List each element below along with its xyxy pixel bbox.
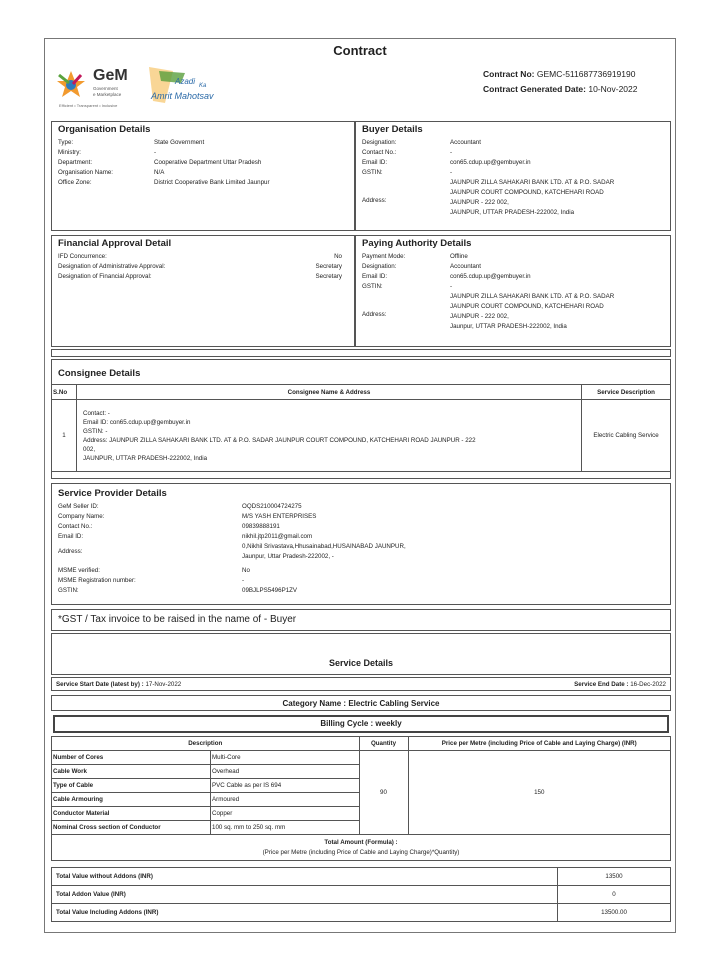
paying-rows (362, 252, 666, 344)
spec-value: Overhead (211, 765, 360, 779)
gem-logo-sub2: e Marketplace (93, 92, 122, 97)
buyer-address-line: JAUNPUR, UTTAR PRADESH-222002, India (450, 209, 575, 216)
buyer-row-value: - (450, 169, 453, 176)
service-header-row (52, 737, 671, 751)
org-row-value: Cooperative Department Uttar Pradesh (154, 159, 262, 166)
spec-row (52, 751, 671, 765)
pay-address-line: JAUNPUR - 222 002, (450, 313, 509, 320)
contract-info (483, 67, 669, 97)
spec-value: 100 sq. mm to 250 sq. mm (211, 821, 360, 835)
billing-row (53, 715, 669, 733)
consignee-details-box (51, 359, 671, 479)
gst-note: *GST / Tax invoice to be raised in the name of - Buyer (58, 614, 297, 625)
organisation-details-box (51, 121, 355, 231)
prov-row: Contact No.: (58, 523, 93, 530)
buyer-row: GSTIN: (362, 169, 383, 176)
financial-rows (58, 252, 348, 292)
org-row: Type: (58, 139, 74, 146)
prov-address-line: 0,Nikhil Srivastava,Hhusainabad,HUSAINABAD JAUNPUR, (242, 543, 406, 550)
total-value: 0 (558, 886, 671, 904)
service-title: Service Details (328, 658, 394, 668)
service-table (51, 736, 671, 861)
spec-key: Type of Cable (52, 779, 211, 793)
consignee-line: Contact: - (83, 409, 110, 417)
total-formula-title: Total Amount (Formula) : (324, 838, 398, 846)
spec-key: Number of Cores (52, 751, 211, 765)
consignee-line: JAUNPUR, UTTAR PRADESH-222002, India (83, 454, 208, 462)
org-row-value: N/A (154, 169, 165, 176)
provider-title: Service Provider Details (58, 488, 167, 499)
fin-row: IFD Concurrence: (58, 253, 107, 260)
consignee-line: GSTIN: - (83, 427, 108, 435)
paying-title: Paying Authority Details (362, 238, 472, 249)
pay-address-label: Address: (362, 311, 387, 318)
org-row-value: State Government (154, 139, 205, 146)
prov-row-value: No (242, 567, 250, 574)
buyer-title: Buyer Details (362, 124, 423, 135)
org-row: Organisation Name: (58, 169, 114, 176)
consignee-header-row (52, 385, 671, 400)
prov-row: MSME Registration number: (58, 577, 136, 584)
azadi-logo-ka: Ka (199, 83, 207, 89)
org-row-value: - (154, 149, 157, 156)
consignee-row (52, 400, 671, 472)
total-row (52, 904, 671, 922)
organisation-title: Organisation Details (58, 124, 151, 135)
contract-no-label: Contract No: (483, 69, 535, 79)
fin-row: Designation of Financial Approval: (58, 273, 152, 280)
pay-row-value: - (450, 283, 453, 290)
prov-address-line: Jaunpur, Uttar Pradesh-222002, - (242, 553, 334, 560)
category-row (51, 695, 671, 711)
service-end-label: Service End Date : (574, 681, 629, 688)
gem-logo-sub1: Government (93, 86, 118, 91)
prov-row-value: 09839888191 (242, 523, 280, 530)
contract-page (44, 38, 676, 933)
buyer-address-line: JAUNPUR ZILLA SAHAKARI BANK LTD. AT & P.O. SADAR (450, 179, 615, 186)
pay-address-line: JAUNPUR COURT COMPOUND, KATCHEHARI ROAD (450, 303, 604, 310)
quantity-cell: 90 (359, 751, 408, 835)
pay-row: Payment Mode: (362, 253, 406, 260)
service-dates-row (51, 677, 671, 691)
consignee-line: Address: JAUNPUR ZILLA SAHAKARI BANK LTD. AT & P.O. SADAR JAUNPUR COURT COMPOUND, KATCHEHARI ROAD JAUNPUR - 222 (83, 436, 476, 444)
spec-key: Cable Armouring (52, 793, 211, 807)
pay-row-value: Accountant (450, 263, 481, 270)
service-provider-box (51, 483, 671, 605)
consignee-title: Consignee Details (58, 368, 141, 379)
buyer-row: Email ID: (362, 159, 388, 166)
col-quantity: Quantity (359, 737, 408, 751)
service-details-title-box (51, 633, 671, 675)
buyer-row-value: con65.cdup.up@gembuyer.in (450, 159, 531, 166)
total-value: 13500 (558, 868, 671, 886)
spec-value: Copper (211, 807, 360, 821)
total-formula-row (52, 835, 671, 861)
price-cell: 150 (408, 751, 671, 835)
consignee-service: Electric Cabling Service (582, 400, 671, 472)
prov-row: MSME verified: (58, 567, 100, 574)
prov-address-label: Address: (58, 548, 83, 555)
generated-date-label: Contract Generated Date: (483, 84, 586, 94)
col-sno: S.No (52, 385, 77, 400)
spec-value: Multi-Core (211, 751, 360, 765)
buyer-row-value: Accountant (450, 139, 481, 146)
prov-row: Email ID: (58, 533, 84, 540)
fin-row: Designation of Administrative Approval: (58, 263, 166, 270)
pay-row: Email ID: (362, 273, 388, 280)
service-start-label: Service Start Date (latest by) : (56, 681, 144, 688)
fin-row-value: Secretary (315, 263, 342, 270)
consignee-line: 002, (83, 445, 96, 453)
org-row: Ministry: (58, 149, 82, 156)
prov-row: GeM Seller ID: (58, 503, 99, 510)
service-end-date: 16-Dec-2022 (630, 681, 666, 688)
col-price: Price per Metre (including Price of Cable and Laying Charge) (INR) (408, 737, 671, 751)
prov-row-value: - (242, 577, 245, 584)
total-key: Total Addon Value (INR) (52, 886, 558, 904)
spec-key: Cable Work (52, 765, 211, 779)
service-start (56, 681, 181, 688)
col-consignee: Consignee Name & Address (77, 385, 582, 400)
pay-row: Designation: (362, 263, 397, 270)
org-row-value: District Cooperative Bank Limited Jaunpur (154, 179, 270, 186)
total-formula: (Price per Metre (including Price of Cable and Laying Charge)*Quantity) (262, 848, 460, 856)
consignee-table (51, 384, 671, 472)
buyer-row: Contact No.: (362, 149, 397, 156)
generated-date-value: 10-Nov-2022 (588, 84, 638, 94)
logo-area (53, 61, 253, 111)
financial-title: Financial Approval Detail (58, 238, 172, 249)
service-end (574, 681, 666, 688)
category-name: Category Name : Electric Cabling Service (282, 699, 440, 708)
buyer-row: Designation: (362, 139, 397, 146)
contract-no-value: GEMC-511687736919190 (536, 69, 636, 79)
gem-logo-text: GeM (93, 67, 128, 84)
org-row: Department: (58, 159, 93, 166)
separator-strip (51, 349, 671, 357)
buyer-address-label: Address: (362, 197, 387, 204)
fin-row-value: Secretary (315, 273, 342, 280)
gst-note-box (51, 609, 671, 631)
pay-row: GSTIN: (362, 283, 383, 290)
prov-row: GSTIN: (58, 587, 79, 594)
totals-table (51, 867, 671, 922)
consignee-line: Email ID: con65.cdup.up@gembuyer.in (83, 418, 191, 426)
paying-authority-box (355, 235, 671, 347)
service-start-date: 17-Nov-2022 (145, 681, 182, 688)
fin-row-value: No (334, 253, 342, 260)
spec-value: PVC Cable as per IS 694 (211, 779, 360, 793)
prov-row: Company Name: (58, 513, 105, 520)
pay-address-line: JAUNPUR ZILLA SAHAKARI BANK LTD. AT & P.O. SADAR (450, 293, 615, 300)
total-key: Total Value without Addons (INR) (52, 868, 558, 886)
financial-approval-box (51, 235, 355, 347)
spec-key: Conductor Material (52, 807, 211, 821)
consignee-sno: 1 (52, 400, 77, 472)
buyer-address-line: JAUNPUR COURT COMPOUND, KATCHEHARI ROAD (450, 189, 604, 196)
billing-cycle: Billing Cycle : weekly (320, 719, 402, 728)
col-description: Description (52, 737, 360, 751)
prov-row-value: OQDS210004724275 (242, 503, 302, 510)
total-formula-cell (52, 835, 671, 861)
buyer-address-line: JAUNPUR - 222 002, (450, 199, 509, 206)
total-row (52, 868, 671, 886)
consignee-address-cell (77, 400, 582, 472)
azadi-logo-line1: Azadi (175, 77, 196, 86)
buyer-rows (362, 138, 666, 230)
pay-row-value: Offline (450, 253, 468, 260)
provider-rows (58, 502, 658, 604)
col-service: Service Description (582, 385, 671, 400)
spec-value: Armoured (211, 793, 360, 807)
total-key: Total Value Including Addons (INR) (52, 904, 558, 922)
org-row: Office Zone: (58, 179, 92, 186)
azadi-logo-line2: Amrit Mahotsav (151, 91, 214, 101)
total-row (52, 886, 671, 904)
page-title: Contract (333, 43, 387, 58)
buyer-details-box (355, 121, 671, 231)
pay-row-value: con65.cdup.up@gembuyer.in (450, 273, 531, 280)
total-value: 13500.00 (558, 904, 671, 922)
pay-address-line: Jaunpur, UTTAR PRADESH-222002, India (450, 323, 567, 330)
prov-row-value: 09BJLPS5496P1ZV (242, 587, 298, 594)
spec-key: Nominal Cross section of Conductor (52, 821, 211, 835)
organisation-rows (58, 138, 348, 198)
buyer-row-value: - (450, 149, 453, 156)
prov-row-value: nikhil.jtp2011@gmail.com (242, 533, 313, 540)
gem-tagline: Efficient • Transparent • Inclusive (59, 103, 118, 108)
prov-row-value: M/S YASH ENTERPRISES (242, 513, 317, 520)
